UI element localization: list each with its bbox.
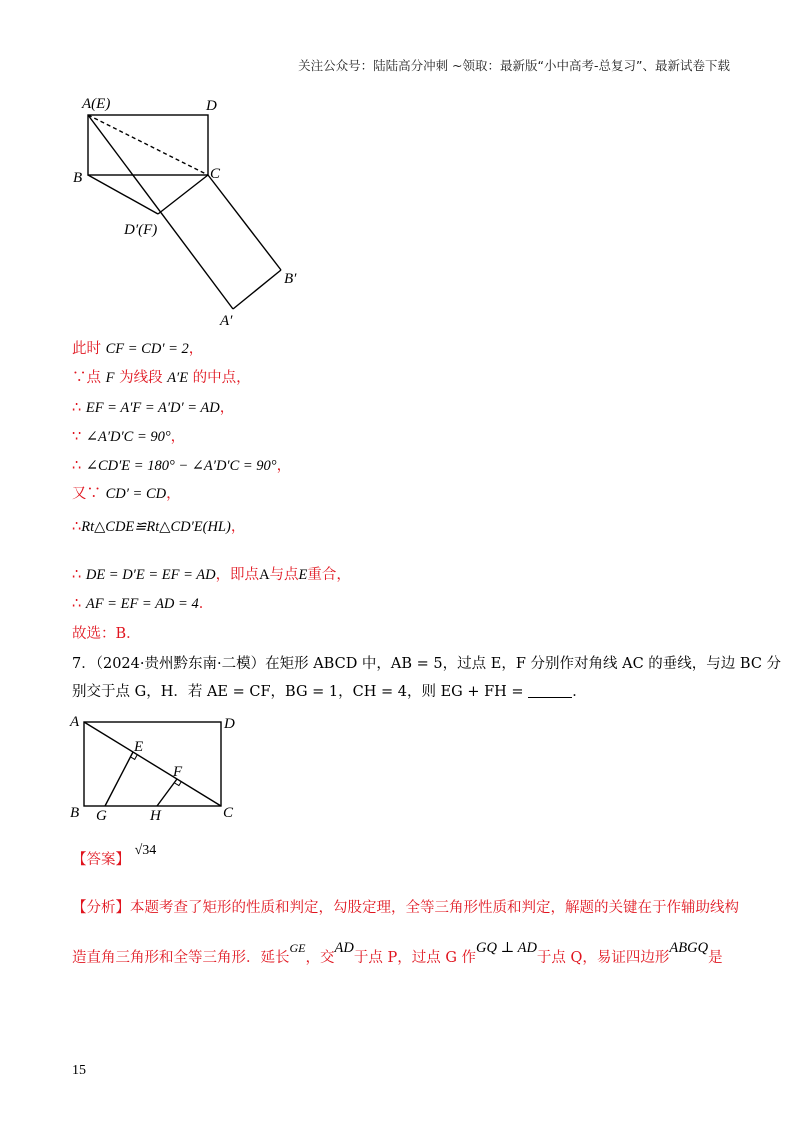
figure-rectangle-perpendiculars — [62, 712, 252, 827]
label-Dp-F: D′(F) — [124, 222, 158, 238]
label-B: B — [73, 170, 83, 186]
answer-label: 【答案】 — [72, 852, 130, 868]
solution-line-3: ∴ EF = A′F = A′D′ = AD， — [72, 400, 235, 416]
solution-line-2: ∵点 F 为线段 A′E 的中点， — [72, 370, 251, 386]
dashed-diagonal-AC — [88, 115, 208, 175]
solution-line-7: ∴Rt△CDE≌Rt△CD′E(HL)， — [72, 519, 246, 535]
page-number: 15 — [72, 1063, 86, 1078]
label-C: C — [210, 166, 221, 182]
label-G-q7: G — [96, 808, 107, 824]
figure-rectangle-fold — [60, 90, 320, 330]
question-7-line-2: 别交于点 G，H．若 AE = CF，BG = 1，CH = 4，则 EG + FH = ． — [72, 684, 587, 700]
solution-line-6: 又∵ CD′ = CD， — [72, 486, 181, 502]
label-A-E: A(E) — [82, 96, 111, 112]
segment-Bp-Ap — [233, 270, 281, 309]
label-E-q7: E — [134, 739, 144, 755]
diagonal-AC — [84, 722, 221, 806]
solution-line-10: 故选：B． — [72, 626, 141, 642]
analysis-line-2: 造直角三角形和全等三角形．延长$^{GE}$，交AD于点 P，过点 G 作GQ ⊥ AD于点 Q，易证四边形ABGQ是 — [72, 940, 723, 966]
label-C-q7: C — [223, 805, 234, 821]
label-D: D — [206, 98, 217, 114]
solution-line-4: ∵ ∠A′D′C = 90°， — [72, 429, 186, 445]
solution-line-5: ∴ ∠CD′E = 180° − ∠A′D′C = 90°， — [72, 458, 292, 474]
solution-line-1: 此时 CF = CD′ = 2， — [72, 341, 204, 357]
analysis-line-1: 【分析】本题考查了矩形的性质和判定，勾股定理，全等三角形性质和判定，解题的关键在于作辅助线构 — [72, 900, 739, 916]
label-H-q7: H — [150, 808, 161, 824]
label-F-q7: F — [173, 764, 183, 780]
solution-line-8: ∴ DE = D′E = EF = AD，即点A与点E重合， — [72, 567, 351, 583]
answer-line — [72, 843, 157, 869]
question-7-line-1: 7．（2024·贵州黔东南·二模）在矩形 ABCD 中，AB = 5，过点 E，F 分别作对角线 AC 的垂线，与边 BC 分 — [72, 656, 782, 672]
segment-EG — [105, 752, 133, 806]
segment-C-Bp — [208, 175, 281, 270]
right-angle-mark-F — [175, 782, 182, 786]
label-D-q7: D — [224, 716, 235, 732]
segment-A-Ap — [88, 115, 233, 309]
segment-FH — [157, 779, 177, 806]
answer-blank — [528, 683, 572, 698]
label-B-q7: B — [70, 805, 80, 821]
label-Ap: A′ — [220, 313, 233, 329]
page-header: 关注公众号：陆陆高分冲刺 ~领取：最新版“小中高考-总复习”、最新试卷下载 — [298, 58, 730, 73]
segment-DC — [158, 175, 208, 214]
answer-value: √34 — [134, 843, 157, 858]
label-Bp: B′ — [284, 271, 297, 287]
solution-line-9: ∴ AF = EF = AD = 4． — [72, 596, 214, 612]
label-A-q7: A — [70, 714, 80, 730]
